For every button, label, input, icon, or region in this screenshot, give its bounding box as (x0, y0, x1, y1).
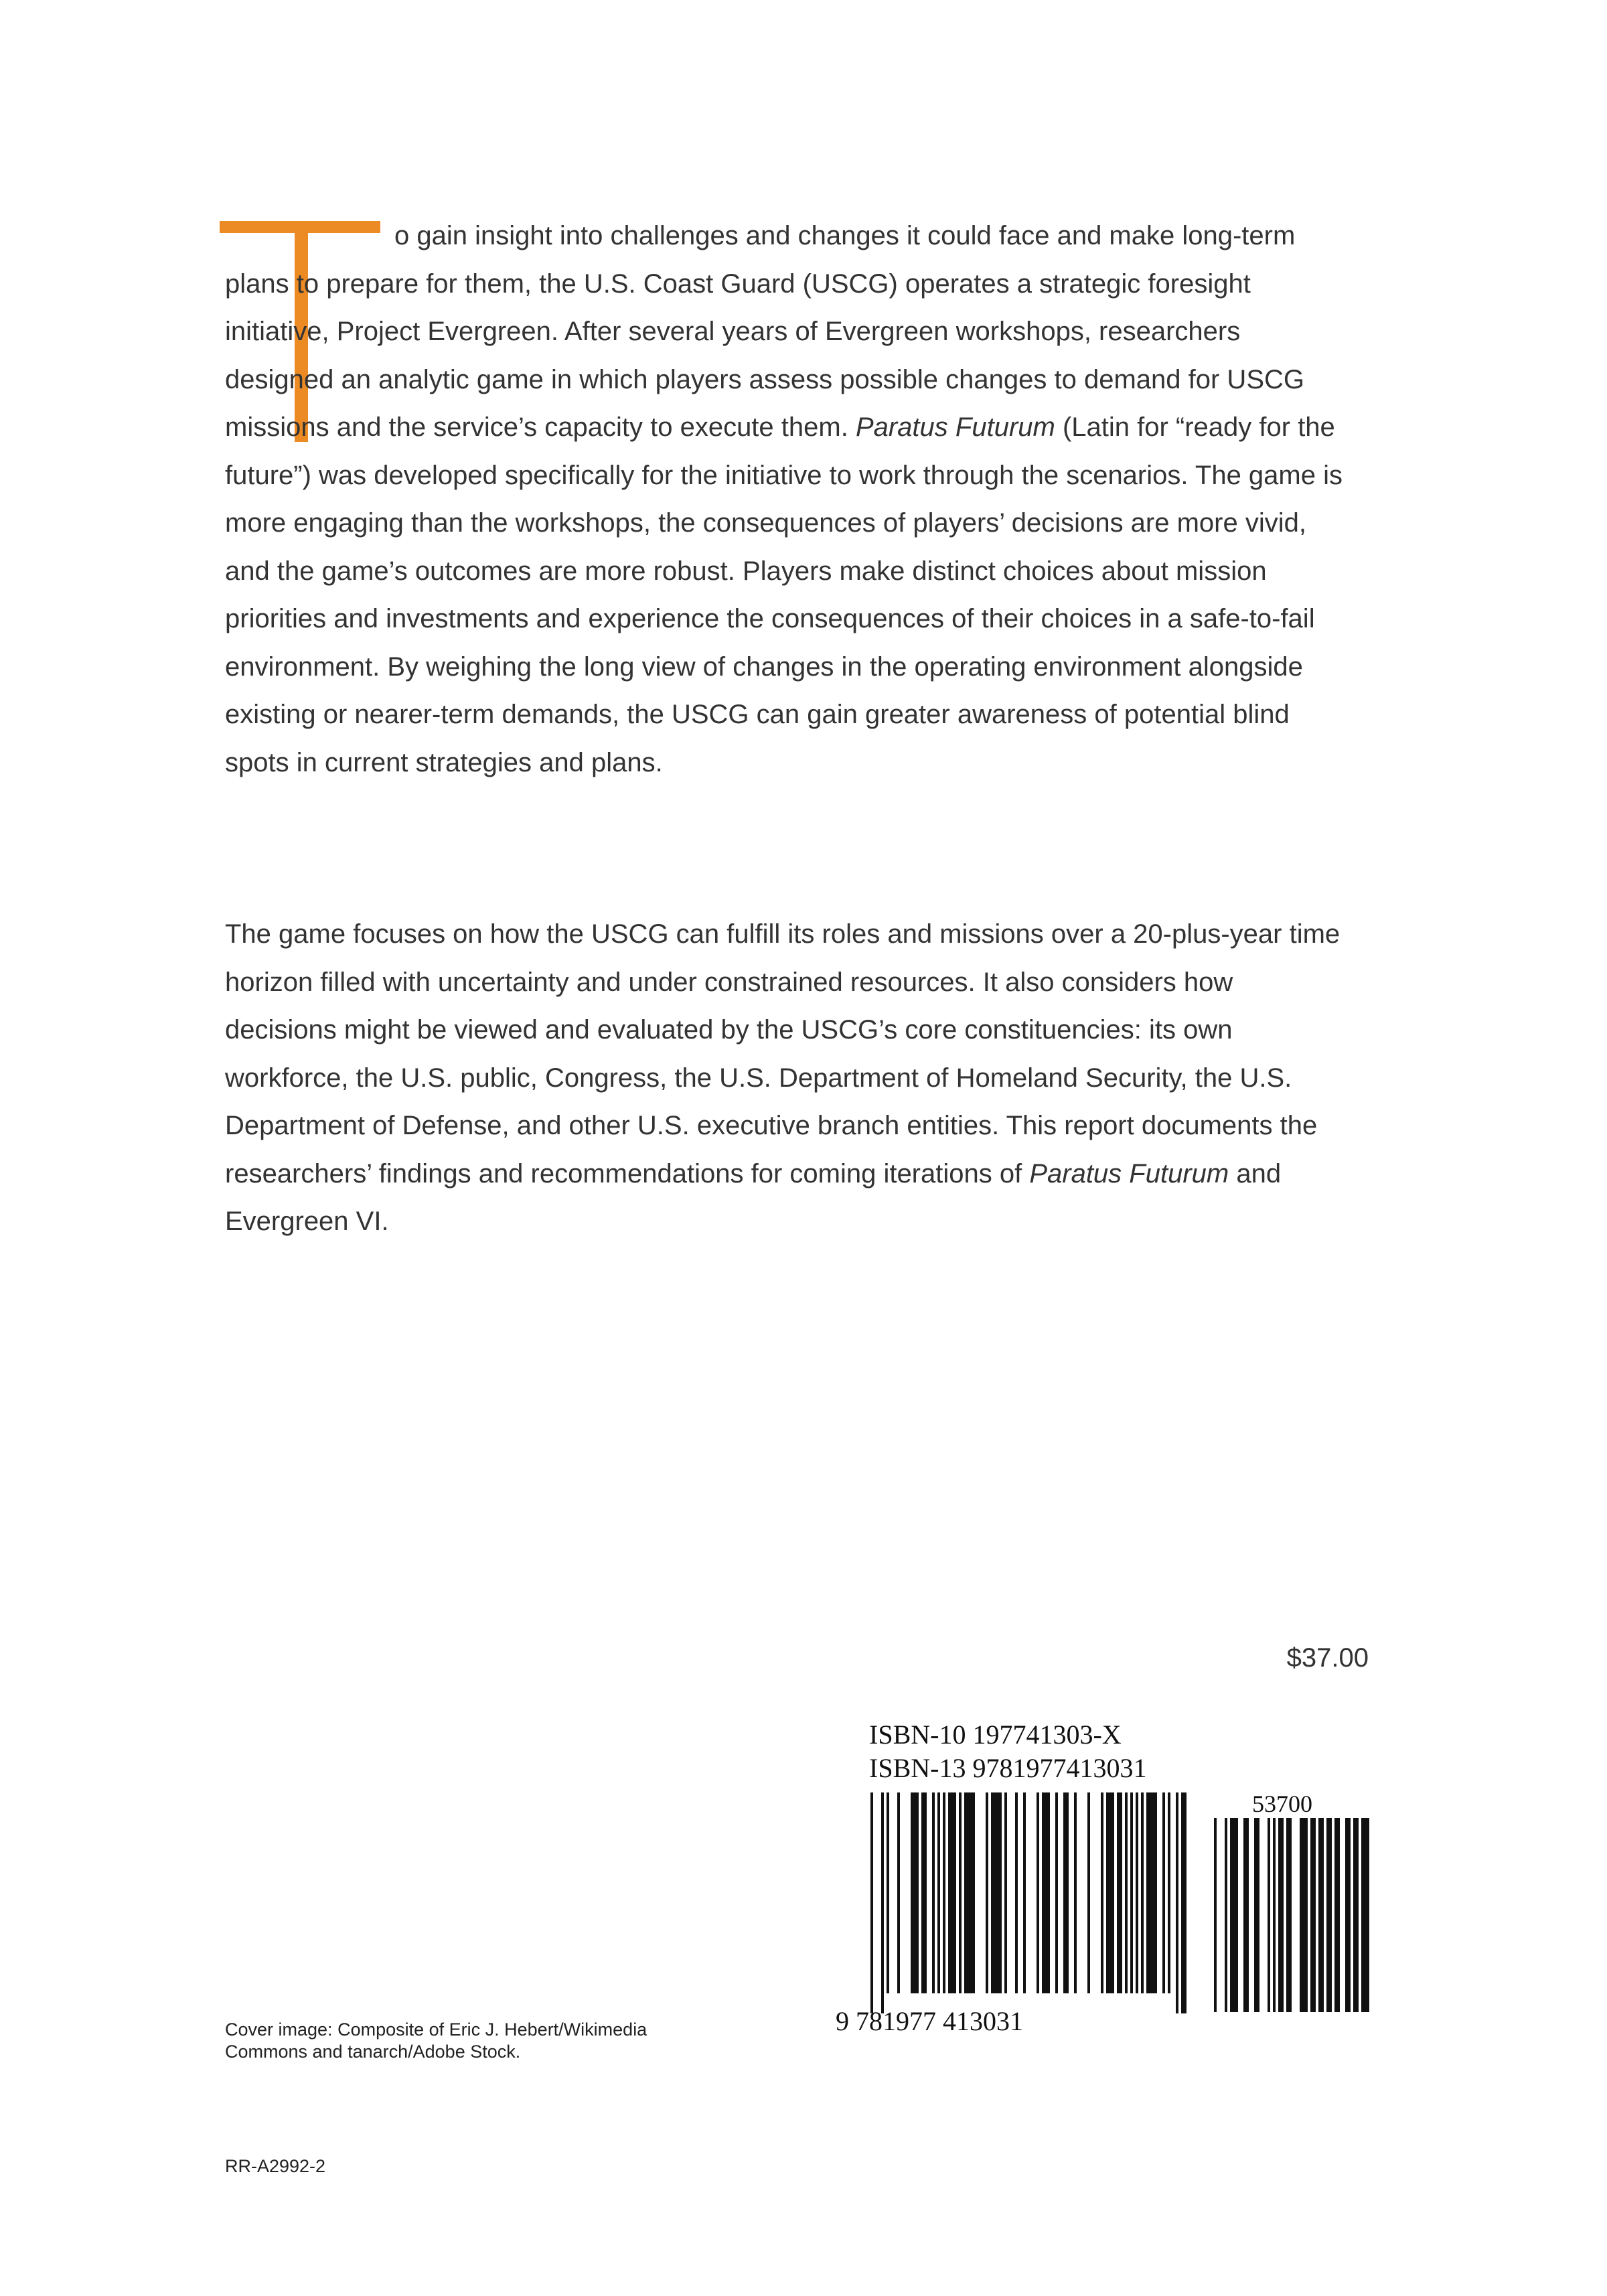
barcode-bar (1136, 1792, 1138, 1993)
barcode-bar (964, 1792, 975, 1993)
barcode-bar (1141, 1792, 1144, 1993)
barcode-bar (1015, 1792, 1018, 1993)
game-title-italic-2: Paratus Futurum (1029, 1158, 1229, 1189)
barcode-bar (1087, 1792, 1090, 1993)
barcode-bar (1176, 1792, 1178, 2013)
summary-paragraph-2 (225, 911, 1350, 1246)
barcode-bar (1162, 1792, 1165, 1993)
barcode-bar (1101, 1792, 1103, 1993)
barcode-bar (887, 1792, 889, 1993)
barcode-bar (1037, 1792, 1039, 1993)
barcode-bar (1310, 1818, 1316, 2012)
barcode-bar (1004, 1792, 1007, 1993)
barcode-bar (870, 1792, 873, 2013)
barcode-bar (937, 1792, 940, 1993)
game-title-italic: Paratus Futurum (855, 412, 1055, 442)
barcode-bar (986, 1792, 988, 1993)
addon-code: 53700 (1252, 1790, 1312, 1817)
barcode-bar (911, 1792, 919, 1993)
barcode-bar (1230, 1818, 1238, 2012)
barcode-bar (1345, 1818, 1351, 2012)
summary-paragraph-1-lead: o gain insight into challenges and changes it could face and make long-term plans to prepare for them, the U.S. Coast Guard (USCG) operates a strategic foresight initiative, Project Evergreen. After several years of Evergreen workshops, researchers designed an analytic game in which players assess possible changes to demand for USCG missions and the service’s capacity to execute them. (225, 221, 1304, 442)
barcode-bar (932, 1792, 935, 1993)
barcode-bar (1074, 1792, 1077, 1993)
barcode-bar (1117, 1792, 1122, 1993)
barcode-bar (1286, 1818, 1292, 2012)
barcode-bar (881, 1792, 884, 2013)
summary-paragraph-1 (225, 212, 1350, 787)
barcode-bar (1181, 1792, 1187, 2013)
report-number: RR-A2992-2 (225, 2156, 326, 2176)
summary-paragraph-2-rest: and Evergreen VI. (225, 1158, 1282, 1236)
barcode-bar (943, 1792, 945, 1993)
summary-paragraph-2-lead: The game focuses on how the USCG can fulfill its roles and missions over a 20-plus-year time horizon filled with uncertainty and under constrained resources. It also considers how decisions might be viewed and evaluated by the USCG’s core constituencies: its own workforce, the U.S. public, Congress, the U.S. Department of Homeland Security, the U.S. Department of Defense, and other U.S. executive branch entities. This report documents the researchers’ findings and recommendations for coming iterations of (225, 919, 1341, 1189)
addon-barcode (1214, 1818, 1369, 2012)
barcode-bar (1055, 1792, 1058, 1993)
barcode-bar (1300, 1818, 1308, 2012)
barcode-bar (1353, 1818, 1359, 2012)
isbn-barcode-block (836, 1717, 1371, 2036)
barcode-bar (1361, 1818, 1369, 2012)
summary-paragraph-1-rest: (Latin for “ready for the future”) was developed specifically for the initiative to work through the scenarios. The game is more engaging than the workshops, the consequences of players’ decisions are more vivid, and the game’s outcomes are more robust. Players make distinct choices about mission priorities and investments and experience the consequences of their choices in a safe-to-fail environment. By weighing the long view of changes in the operating environment alongside existing or nearer-term demands, the USCG can gain greater awareness of potential blind spots in current strategies and plans. (225, 412, 1343, 777)
barcode-bar (921, 1792, 927, 1993)
barcode-bar (991, 1792, 1002, 1993)
barcode-bar (1318, 1818, 1324, 2012)
barcode-bar (1268, 1818, 1270, 2012)
isbn-10: ISBN-10 197741303-X (869, 1719, 1122, 1750)
cover-image-credit: Cover image: Composite of Eric J. Hebert/Wikimedia Commons and tanarch/Adobe Stock. (225, 2019, 647, 2062)
barcode-bar (1063, 1792, 1069, 1993)
barcode-bar (1243, 1818, 1249, 2012)
barcode-bar (1214, 1818, 1217, 2012)
barcode-bar (948, 1792, 956, 1993)
barcode-bar (1254, 1818, 1259, 2012)
barcode-digits: 9 781977 413031 (836, 2006, 1023, 2036)
barcode-bar (1225, 1818, 1227, 2012)
barcode-bar (1042, 1792, 1050, 1993)
barcode-bar (1023, 1792, 1026, 1993)
price-label: $37.00 (1286, 1643, 1369, 1673)
isbn-13: ISBN-13 9781977413031 (869, 1753, 1147, 1783)
barcode-bar (1125, 1792, 1128, 1993)
barcode-bar (1334, 1818, 1340, 2012)
ean-barcode (870, 1792, 1192, 2013)
barcode-bar (959, 1792, 962, 1993)
barcode-bar (1146, 1792, 1157, 1993)
barcode-bar (1326, 1818, 1332, 2012)
barcode-bar (1273, 1818, 1276, 2012)
barcode-bar (897, 1792, 900, 1993)
barcode-bar (1130, 1792, 1133, 1993)
barcode-bar (1278, 1818, 1284, 2012)
barcode-bar (1168, 1792, 1170, 1993)
barcode-bar (1106, 1792, 1114, 1993)
